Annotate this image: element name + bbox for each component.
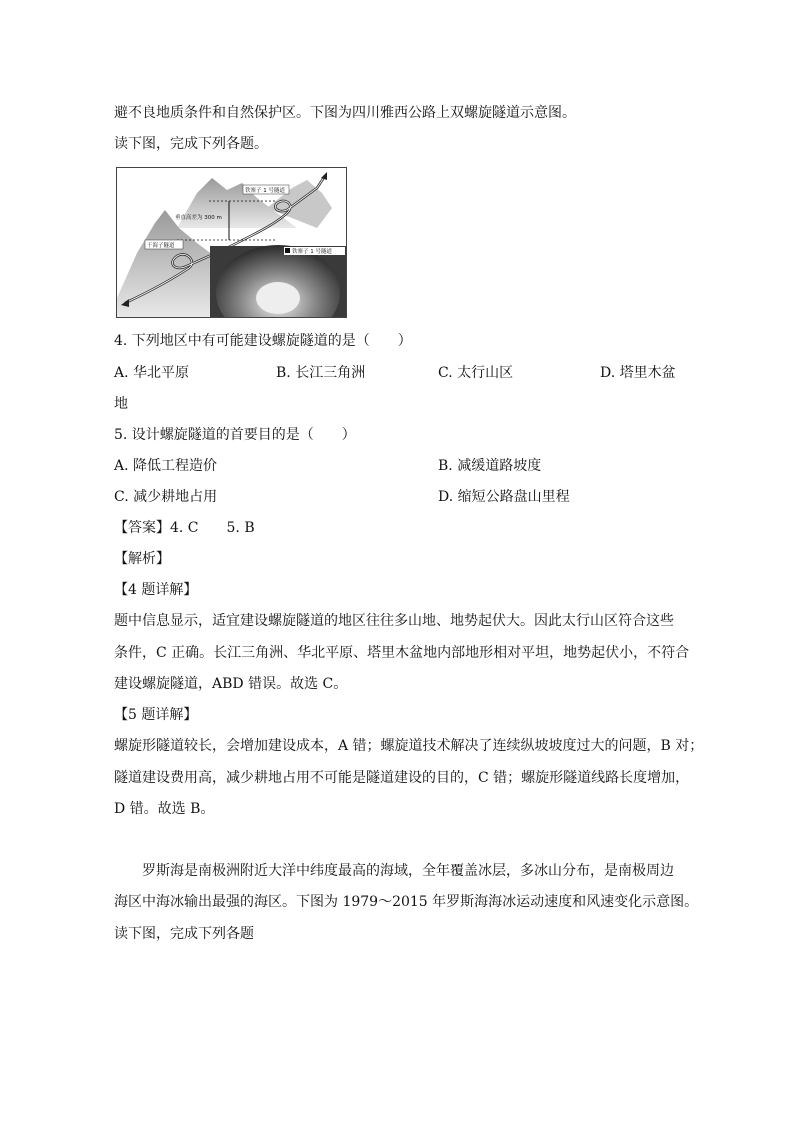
next-intro-line-3: 读下图，完成下列各题 [114,926,254,942]
q4-option-d: D. 塔里木盆 [600,365,676,381]
q4-detail-line-3: 建设螺旋隧道，ABD 错误。故选 C。 [114,676,348,692]
q5-detail-line-1: 螺旋形隧道较长，会增加建设成本，A 错；螺旋道技术解决了连续纵坡坡度过大的问题，B 对； [114,738,704,754]
q4-option-c: C. 太行山区 [438,365,514,381]
label-tunnel2: 干海子隧道 [147,243,175,249]
q4-option-b: B. 长江三角洲 [276,365,366,381]
q5-option-a: A. 降低工程造价 [114,458,218,474]
label-photo: 铁寨子 1 号隧道 [292,249,332,255]
tunnel-light [256,282,300,314]
analysis-heading: 【解析】 [114,551,170,567]
next-intro-line-2: 海区中海冰输出最强的海区。下图为 1979～2015 年罗斯海海冰运动速度和风速变化示意图。 [114,894,699,910]
intro-line-1: 避不良地质条件和自然保护区。下图为四川雅西公路上双螺旋隧道示意图。 [114,105,576,121]
q5-detail-line-2: 隧道建设费用高，减少耕地占用不可能是隧道建设的目的，C 错；螺旋形隧道线路长度增加， [114,770,690,786]
tunnel-diagram [117,168,346,317]
q4-option-d-wrap: 地 [114,396,128,412]
q5-detail-heading: 【5 题详解】 [114,707,198,723]
label-height: 垂直高差为 300 m [175,215,222,221]
q5-stem: 5. 设计螺旋隧道的首要目的是（ ） [114,427,356,443]
spiral-tunnel-figure [116,167,347,318]
q5-option-c: C. 减少耕地占用 [114,489,218,505]
photo-caption-square [285,248,290,253]
next-intro-line-1: 罗斯海是南极洲附近大洋中纬度最高的海域，全年覆盖冰层，多冰山分布，是南极周边 [142,863,674,879]
q5-detail-line-3: D 错。故选 B。 [114,801,215,817]
q4-detail-heading: 【4 题详解】 [114,582,198,598]
q4-option-a: A. 华北平原 [114,365,190,381]
intro-line-2: 读下图，完成下列各题。 [114,136,268,152]
answer-line: 【答案】4. C 5. B [114,520,255,536]
q5-option-b: B. 减缓道路坡度 [438,458,542,474]
label-tunnel1: 铁寨子 1 号隧道 [245,188,285,194]
q4-stem: 4. 下列地区中有可能建设螺旋隧道的是（ ） [114,333,412,349]
q5-option-d: D. 缩短公路盘山里程 [438,489,570,505]
q4-detail-line-1: 题中信息显示，适宜建设螺旋隧道的地区往往多山地、地势起伏大。因此太行山区符合这些 [114,613,674,629]
q4-detail-line-2: 条件，C 正确。长江三角洲、华北平原、塔里木盆地内部地形相对平坦，地势起伏小，不符合 [114,645,690,661]
